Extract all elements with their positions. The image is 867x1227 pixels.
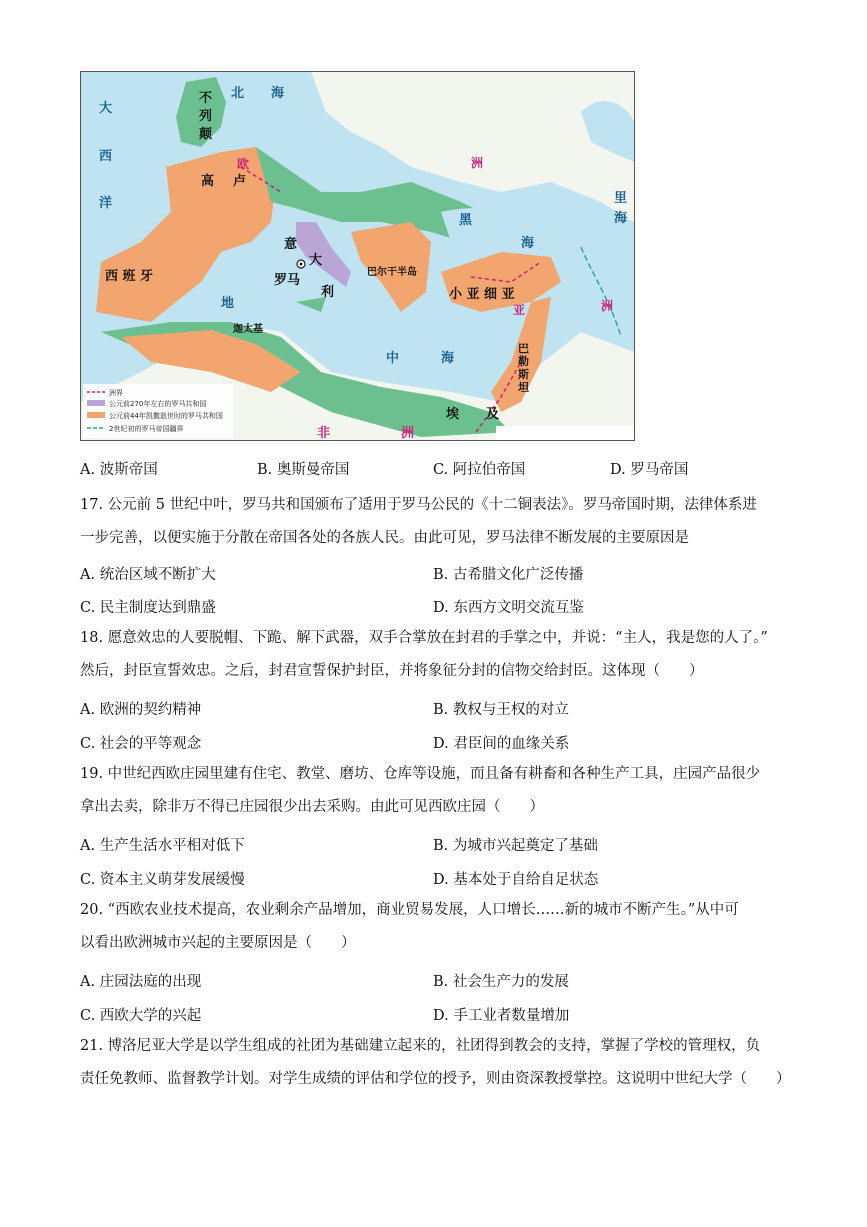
q20-option-b[interactable]: B. 社会生产力的发展 (433, 974, 569, 990)
q18-option-b[interactable]: B. 教权与王权的对立 (433, 702, 569, 718)
q18-line-1: 18. 愿意效忠的人要脱帽、下跪、解下武器，双手合掌放在封君的手掌之中，并说：“主人，我是您的人了。” (80, 630, 768, 646)
map-svg (81, 72, 634, 440)
legend-270bc-label: 公元前270年左右的罗马共和国 (109, 400, 207, 408)
map-label-hei: 黑 (459, 213, 473, 228)
map-label-ya: 亚 (513, 303, 526, 317)
map-label-lu: 卢 (233, 174, 247, 189)
q18-option-c[interactable]: C. 社会的平等观念 (80, 736, 202, 752)
q20-line-2: 以看出欧洲城市兴起的主要原因是（ ） (80, 935, 356, 951)
map-label-hai-black: 海 (521, 236, 535, 251)
legend-swatch-44bc (87, 412, 105, 418)
legend-44bc-label: 公元前44年凯撒逝世时的罗马共和国 (109, 412, 223, 420)
map-label-zhou-south: 洲 (401, 426, 415, 440)
map-label-zhou-north: 洲 (471, 156, 484, 170)
map-label-bu: 不 (199, 91, 213, 106)
map-label-ou: 欧 (237, 157, 250, 171)
q16-option-c[interactable]: C. 阿拉伯帝国 (433, 462, 526, 478)
rome-marker-dot (300, 263, 303, 266)
q18-line-2: 然后，封臣宣誓效忠。之后，封君宣誓保护封臣，并将象征分封的信物交给封臣。这体现（ ） (80, 663, 704, 679)
q17-option-a[interactable]: A. 统治区域不断扩大 (80, 567, 216, 583)
map-label-bei: 北 (231, 86, 245, 101)
q20-line-1: 20. “西欧农业技术提高，农业剩余产品增加，商业贸易发展，人口增长……新的城市不断产生。”从中可 (80, 902, 739, 918)
map-label-di: 地 (221, 296, 235, 311)
map-label-dian: 颠 (199, 127, 213, 142)
q17-option-d[interactable]: D. 东西方文明交流互鉴 (433, 600, 584, 616)
map-label-luoma: 罗马 (274, 273, 301, 288)
q18-option-a[interactable]: A. 欧洲的契约精神 (80, 702, 202, 718)
q17-line-1: 17. 公元前 5 世纪中叶，罗马共和国颁布了适用于罗马公民的《十二铜表法》。罗马帝国时期，法律体系进 (80, 497, 757, 513)
map-label-yi: 意 (284, 237, 298, 252)
map-label-xibanya: 西 班 牙 (105, 269, 154, 284)
question-20 (80, 894, 792, 960)
q19-option-a[interactable]: A. 生产生活水平相对低下 (80, 838, 245, 854)
map-label-hai-right: 海 (614, 211, 628, 226)
map-label-baergan: 巴尔干半岛 (367, 267, 417, 278)
map-label-ba: 巴 (518, 342, 529, 355)
map-label-da2: 大 (309, 253, 323, 268)
q16-option-a[interactable]: A. 波斯帝国 (80, 462, 158, 478)
q20-option-c[interactable]: C. 西欧大学的兴起 (80, 1008, 202, 1024)
map-label-zhou-east: 洲 (601, 299, 614, 313)
q19-line-1: 19. 中世纪西欧庄园里建有住宅、教堂、磨坊、仓库等设施，而且备有耕畜和各种生产工具，庄园产品很少 (80, 766, 761, 782)
q20-option-d[interactable]: D. 手工业者数量增加 (433, 1008, 570, 1024)
q17-option-c[interactable]: C. 民主制度达到鼎盛 (80, 600, 216, 616)
map-label-gao: 高 (201, 174, 215, 189)
map-label-xi: 西 (99, 149, 113, 164)
map-label-da: 大 (99, 101, 113, 116)
map-label-ji: 及 (486, 407, 500, 422)
q17-option-b[interactable]: B. 古希腊文化广泛传播 (433, 567, 584, 583)
legend-boundary-label: 洲界 (109, 389, 123, 397)
map-label-jiataiji: 迦太基 (233, 324, 263, 335)
map-label-yang: 洋 (99, 196, 113, 211)
q19-option-b[interactable]: B. 为城市兴起奠定了基础 (433, 838, 598, 854)
map-label-li-right: 里 (614, 191, 628, 206)
map-label-xiaoyaxiya: 小 亚 细 亚 (449, 287, 515, 302)
map-label-si: 斯 (518, 368, 529, 381)
question-18 (80, 622, 792, 688)
roman-empire-map (80, 71, 635, 441)
q20-option-a[interactable]: A. 庄园法庭的出现 (80, 974, 202, 990)
map-label-le: 勒 (518, 355, 529, 368)
q19-line-2: 拿出去卖，除非万不得已庄园很少出去采购。由此可见西欧庄园（ ） (80, 799, 544, 815)
map-label-fei: 非 (317, 426, 331, 440)
q18-option-d[interactable]: D. 君臣间的血缘关系 (433, 736, 570, 752)
question-21 (80, 1030, 792, 1096)
q21-line-1: 21. 博洛尼亚大学是以学生组成的社团为基础建立起来的，社团得到教会的支持，掌握了学校的管理权，负 (80, 1038, 761, 1054)
q21-line-2: 责任免教师、监督教学计划。对学生成绩的评估和学位的授予，则由资深教授掌控。这说明中世纪大学（ ） (80, 1071, 791, 1087)
map-label-ai: 埃 (446, 407, 460, 422)
map-corner-blank (496, 426, 634, 440)
q16-option-d[interactable]: D. 罗马帝国 (610, 462, 689, 478)
map-legend (83, 384, 233, 438)
q17-line-2: 一步完善，以便实施于分散在帝国各处的各族人民。由此可见，罗马法律不断发展的主要原因是 (80, 530, 689, 546)
map-label-hai-north: 海 (271, 86, 285, 101)
q19-option-c[interactable]: C. 资本主义萌芽发展缓慢 (80, 872, 245, 888)
map-label-hai-med: 海 (441, 351, 455, 366)
question-19 (80, 758, 792, 824)
map-label-zhong: 中 (386, 351, 400, 366)
question-17 (80, 489, 792, 555)
legend-empire-label: 2世纪初的罗马帝国疆界 (109, 425, 184, 433)
map-label-lie: 列 (199, 109, 213, 124)
map-label-li: 利 (321, 285, 335, 300)
q19-option-d[interactable]: D. 基本处于自给自足状态 (433, 872, 599, 888)
legend-swatch-270bc (87, 400, 105, 406)
map-label-tan: 坦 (518, 381, 529, 394)
q16-option-b[interactable]: B. 奥斯曼帝国 (257, 462, 350, 478)
